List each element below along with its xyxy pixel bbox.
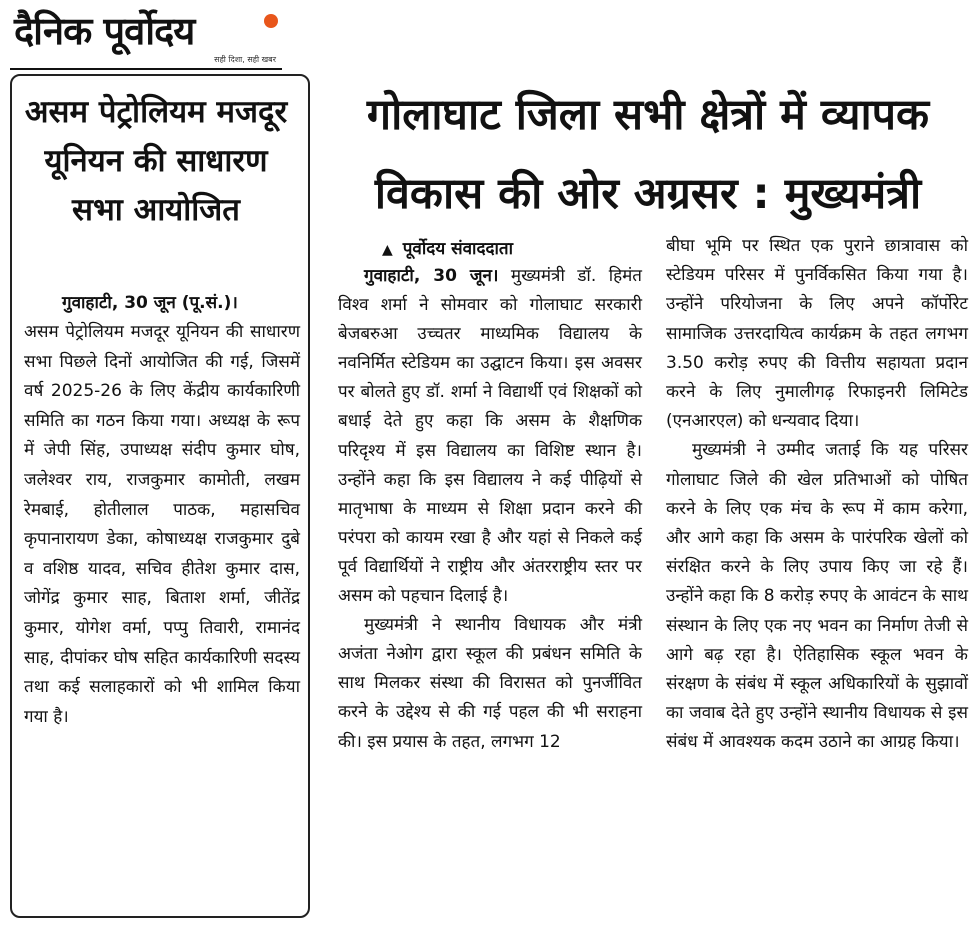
sidebar-body (24, 318, 300, 732)
newspaper-name: दैनिक पूर्वोदय (14, 9, 195, 53)
article-paragraph: मुख्यमंत्री ने स्थानीय विधायक और मंत्री अजंता नेओग द्वारा स्कूल की प्रबंधन समिति के साथ मिलकर संस्था की विरासत को पुनर्जीवित करने के उद्देश्य से की गई पहल की भी सराहना की। इस प्रयास के तहत, लगभग 12 (338, 615, 642, 752)
masthead (10, 2, 282, 72)
sidebar-dateline: गुवाहाटी, 30 जून (पू.सं.)। (62, 293, 238, 313)
masthead-rule (10, 68, 282, 70)
logo-dot-icon (264, 14, 278, 28)
article-column-1 (338, 262, 642, 757)
sidebar-paragraph: असम पेट्रोलियम मजदूर यूनियन की साधारण सभा पिछले दिनों आयोजित की गई, जिसमें वर्ष 2025-26 के लिए केंद्रीय कार्यकारिणी समिति का गठन किया गया। अध्यक्ष के रूप में जेपी सिंह, उपाध्यक्ष संदीप कुमार घोष, जलेश्वर राय, राजकुमार कामोती, लखम रेमबाई, होतीलाल पाठक, महासचिव कृपानारायण डेका, कोषाध्यक्ष राजकुमार दुबे व वशिष्ठ यादव, सचिव हीतेश कुमार दास, जोगेंद्र कुमार साह, बिताश शर्मा, जीतेंद्र कुमार, योगेश वर्मा, पप्पु तिवारी, रामानंद साह, दीपांकर घोष सहित कार्यकारिणी सदस्य तथा कई सलाहकारों को भी शामिल किया गया है। (24, 322, 300, 727)
newspaper-tagline: सही दिशा, सही खबर (214, 55, 276, 64)
byline-triangle-icon: ▲ (382, 242, 393, 258)
article-paragraph: मुख्यमंत्री ने उम्मीद जताई कि यह परिसर गोलाघाट जिले की खेल प्रतिभाओं को पोषित करने के लिए एक मंच के रूप में काम करेगा, और आगे कहा कि असम के पारंपरिक खेलों को संरक्षित करने के लिए उपाय किए जा रहे हैं। उन्होंने कहा कि 8 करोड़ रुपए के आवंटन के साथ संस्थान के लिए एक नए भवन का निर्माण तेजी से आगे बढ़ रहा है। ऐतिहासिक स्कूल भवन के संरक्षण के संबंध में स्कूल अधिकारियों के सुझावों का जवाब देते हुए उन्होंने स्थानीय विधायक से इस संबंध में आवश्यक कदम उठाने का आग्रह किया। (666, 440, 968, 753)
article-column-2 (666, 232, 968, 758)
sidebar-headline: असम पेट्रोलियम मजदूर यूनियन की साधारण सभा आयोजित (24, 94, 288, 228)
byline (382, 236, 513, 259)
article-text: मुख्यमंत्री डॉ. हिमंत विश्व शर्मा ने सोमवार को गोलाघाट सरकारी बेजबरुआ उच्चतर माध्यमिक विद्यालय के नवनिर्मित स्टेडियम का उद्घाटन किया। इस अवसर पर बोलते हुए डॉ. शर्मा ने विद्यार्थी एवं शिक्षकों को बधाई देते हुए कहा कि असम के शैक्षणिक परिदृश्य में इस विद्यालय का विशिष्ट स्थान है। उन्होंने कहा कि इस विद्यालय ने कई पीढ़ियों से मातृभाषा के माध्यम से शिक्षा प्रदान करने की परंपरा को कायम रखा है और यहां से निकले कई पूर्व विद्यार्थियों ने राष्ट्रीय और अंतरराष्ट्रीय स्तर पर असम को पहचान दिलाई है। (338, 266, 642, 607)
byline-text: पूर्वोदय संवाददाता (402, 239, 513, 259)
article-paragraph: बीघा भूमि पर स्थित एक पुराने छात्रावास को स्टेडियम परिसर में पुनर्विकसित किया गया है। उन्होंने परियोजना के लिए अपने कॉर्पोरेट सामाजिक उत्तरदायित्व कार्यक्रम के तहत लगभग 3.50 करोड़ रुपए की वित्तीय सहायता प्रदान करने के लिए नुमालीगढ़ रिफाइनरी लिमिटेड (एनआरएल) को धन्यवाद दिया। (666, 236, 968, 432)
main-headline: गोलाघाट जिला सभी क्षेत्रों में व्यापक विकास की ओर अग्रसर : मुख्यमंत्री (366, 90, 930, 219)
article-paragraph (338, 262, 642, 611)
article-dateline: गुवाहाटी, 30 जून। (364, 266, 499, 286)
